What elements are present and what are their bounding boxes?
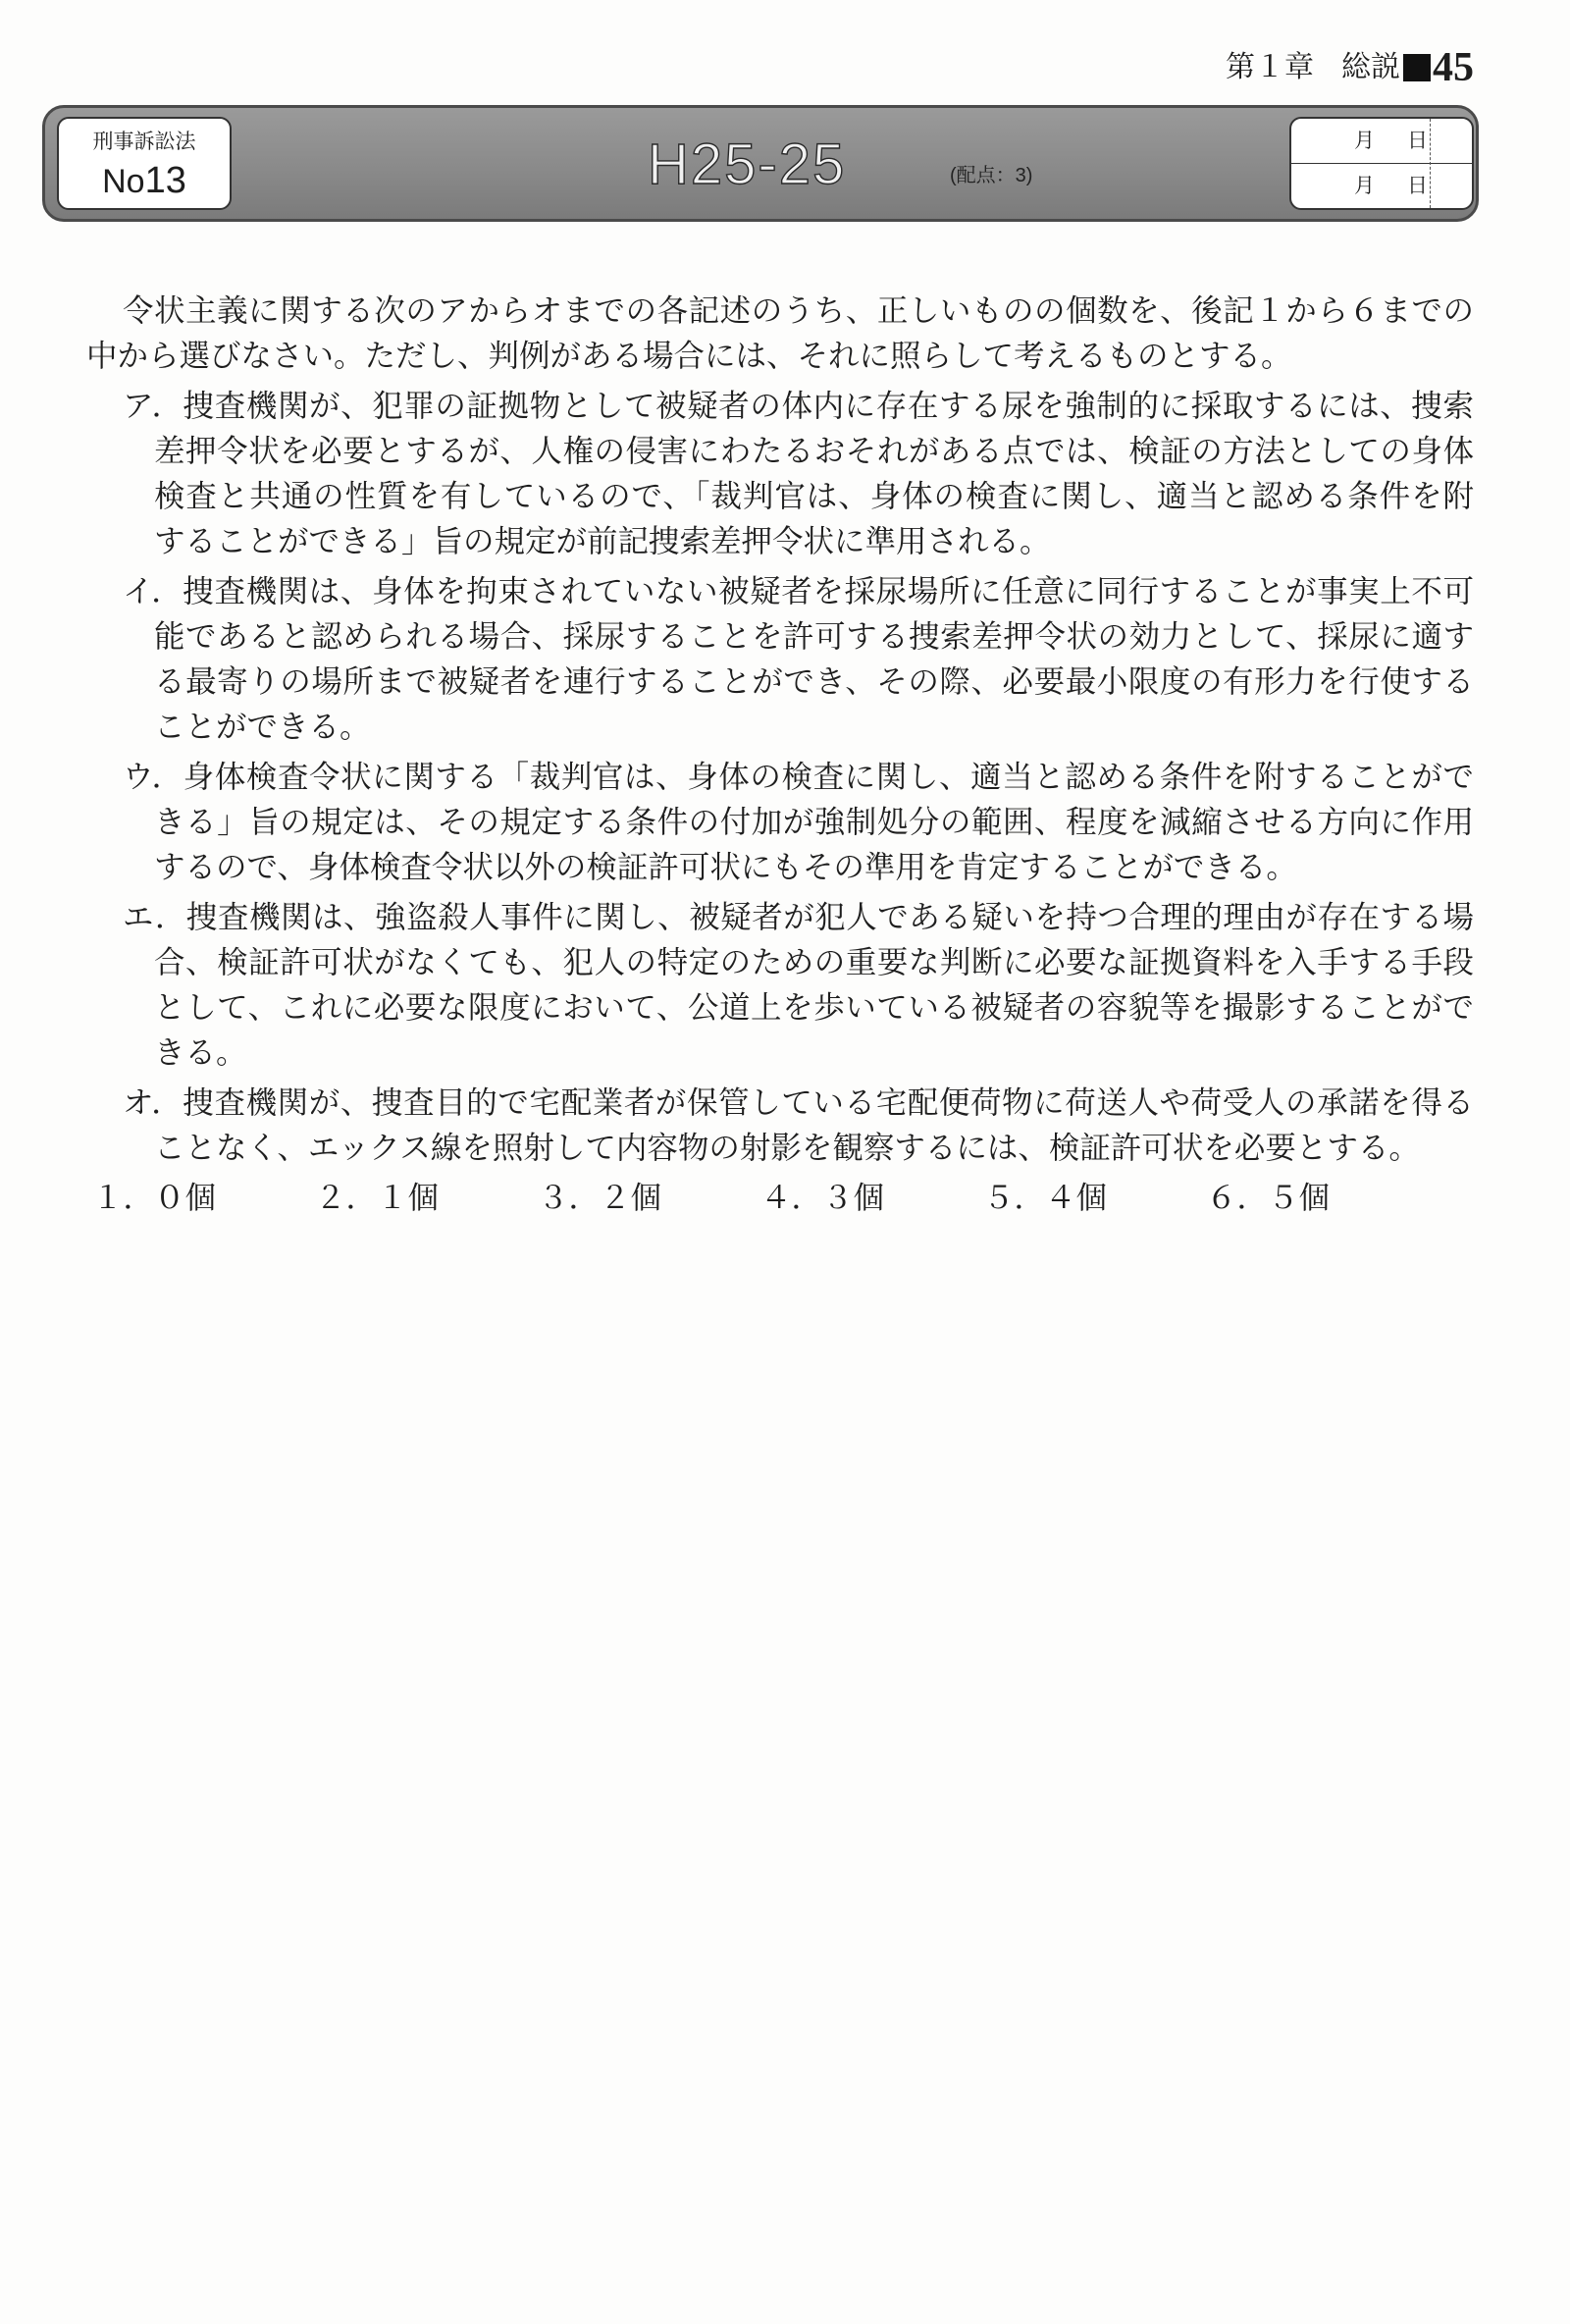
- statement-a: [86, 384, 1474, 564]
- statement-line: る最寄りの場所まで被疑者を連行することができ、その際、必要最小限度の有形力を行使する: [154, 664, 1474, 700]
- statement-label: イ．: [123, 574, 183, 609]
- answer-choice: ６．５個: [1206, 1181, 1331, 1216]
- statement-line: ことなく、エックス線を照射して内容物の射影を観察するには、検証許可状を必要とする。: [154, 1131, 1420, 1166]
- statement-label: エ．: [123, 900, 186, 935]
- page-number: 45: [1433, 45, 1474, 90]
- answer-choices: [86, 1176, 1474, 1221]
- month-label: 月: [1354, 129, 1375, 152]
- statement-u: [86, 755, 1474, 890]
- statement-line: [123, 569, 1474, 614]
- statement-line: ことができる。: [154, 710, 371, 745]
- statement-line: するので、身体検査令状以外の検証許可状にもその準用を肯定することができる。: [154, 850, 1297, 885]
- intro-line: 令状主義に関する次のアからオまでの各記述のうち、正しいものの個数を、後記１から６までの: [123, 293, 1474, 329]
- statement-line: 差押令状を必要とするが、人権の侵害にわたるおそれがある点では、検証の方法としての身体: [154, 434, 1474, 469]
- problem-number-value: 13: [144, 160, 186, 201]
- page-header: [1226, 45, 1474, 90]
- problem-number-prefix: No: [102, 163, 145, 200]
- statement-line: [123, 895, 1474, 940]
- statement-line: きる。: [154, 1035, 247, 1071]
- statement-label: ウ．: [123, 760, 183, 795]
- study-log-box: [1289, 117, 1474, 210]
- statement-line: [123, 384, 1474, 429]
- study-log-row: [1291, 163, 1472, 208]
- chapter-label: 第１章: [1226, 50, 1314, 84]
- day-label: 日: [1407, 129, 1428, 152]
- problem-number: [59, 158, 230, 204]
- statement-label: オ．: [123, 1085, 183, 1121]
- dashed-divider: [1430, 119, 1431, 208]
- statement-text: 捜査機関は、強盗殺人事件に関し、被疑者が犯人である疑いを持つ合理的理由が存在する場: [185, 900, 1474, 935]
- answer-choice: １．０個: [92, 1181, 217, 1216]
- statement-line: 合、検証許可状がなくても、犯人の特定のための重要な判断に必要な証拠資料を入手する手段: [154, 945, 1474, 980]
- statement-text: 身体検査令状に関する「裁判官は、身体の検査に関し、適当と認める条件を附することがで: [183, 760, 1474, 795]
- statement-label: ア．: [123, 389, 183, 424]
- intro-line: 中から選びなさい。ただし、判例がある場合には、それに照らして考えるものとする。: [86, 339, 1292, 374]
- statement-line: として、これに必要な限度において、公道上を歩いている被疑者の容貌等を撮影することがで: [154, 990, 1474, 1026]
- black-square-icon: [1403, 54, 1431, 81]
- problem-title: H25-25: [648, 132, 847, 196]
- statement-text: 捜査機関は、身体を拘束されていない被疑者を採尿場所に任意に同行することが事実上不可: [183, 574, 1474, 609]
- question-body: [86, 289, 1474, 1221]
- statement-text: 捜査機関が、犯罪の証拠物として被疑者の体内に存在する尿を強制的に採取するには、捜索: [183, 389, 1474, 424]
- section-label: 総説: [1341, 50, 1400, 84]
- statement-o: [86, 1081, 1474, 1171]
- problem-banner: [42, 105, 1479, 222]
- answer-choice: ３．２個: [538, 1181, 662, 1216]
- statement-i: [86, 569, 1474, 750]
- statement-line: することができる」旨の規定が前記捜索差押令状に準用される。: [154, 524, 1051, 559]
- study-log-row: [1291, 119, 1472, 163]
- answer-choice: ２．１個: [315, 1181, 440, 1216]
- month-label: 月: [1354, 174, 1375, 197]
- statement-text: 捜査機関が、捜査目的で宅配業者が保管している宅配便荷物に荷送人や荷受人の承諾を得る: [183, 1085, 1474, 1121]
- subject-box: [57, 117, 232, 210]
- subject-label: 刑事訴訟法: [92, 131, 196, 153]
- statement-line: きる」旨の規定は、その規定する条件の付加が強制処分の範囲、程度を減縮させる方向に作用: [154, 805, 1474, 840]
- statement-line: [123, 1081, 1474, 1126]
- statement-line: 検査と共通の性質を有しているので、「裁判官は、身体の検査に関し、適当と認める条件を附: [154, 479, 1474, 514]
- statement-line: [123, 755, 1474, 800]
- day-label: 日: [1407, 174, 1428, 197]
- statement-e: [86, 895, 1474, 1076]
- answer-choice: ４．３個: [760, 1181, 885, 1216]
- answer-choice: ５．４個: [983, 1181, 1108, 1216]
- question-intro: [86, 289, 1474, 379]
- statement-line: 能であると認められる場合、採尿することを許可する捜索差押令状の効力として、採尿に適す: [154, 619, 1474, 655]
- points-label: (配点：3): [950, 165, 1033, 186]
